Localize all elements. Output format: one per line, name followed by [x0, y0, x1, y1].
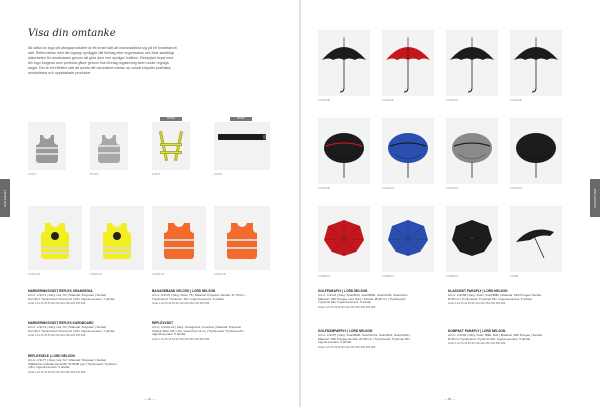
umbrella-icon — [318, 206, 370, 272]
price-row: Antal 1-24 25-49 50-99 100-249 250-499 500-999 — [152, 338, 210, 342]
product-desc: Art.nr: A 9301-02 | Färg: Orange/Gul, Lime/Gul | Material: Polyester Storlek: Barn 3/6 x 3/6, Vuxen/Gul s4 Liv | Tryckmetod: Tryckmet Min: Ingen/Leverans: 5 arbdar — [152, 324, 245, 337]
product-code: A 9168-23 — [318, 275, 330, 278]
price-row: Antal 1-24 25-49 50-99 100-249 250-499 500-999 — [448, 342, 506, 346]
product-desc: Art.nr: A 9176 | Färg: Svart, 75 | Material: Polyester Storlek: 5x 75/cm | Tryckmetod: Tryckmet | Min: Ingen/Leverans: 5 arbdar — [152, 292, 246, 301]
product-yellow-vest-2[interactable] — [90, 206, 144, 276]
price-row: Antal 1-24 25-49 50-99 100-249 250-499 500-999 — [28, 334, 86, 338]
umbrella-product-card[interactable] — [510, 206, 562, 272]
umbrella-icon — [510, 118, 562, 184]
product-image-box — [152, 206, 206, 270]
product-text-block — [152, 322, 252, 342]
product-gray-vest-2[interactable] — [90, 122, 128, 176]
page-divider — [299, 0, 301, 407]
page-number: — 84 — — [144, 397, 156, 401]
luggage-band-image — [218, 134, 266, 140]
umbrella-product-card[interactable] — [510, 30, 562, 96]
product-title: REFLEXVÄST — [152, 321, 174, 325]
product-title: MARKERINGSVÄST REFLEX KARDBOARD — [28, 321, 94, 325]
product-code: A 9142-29 — [510, 99, 522, 102]
product-title: KOMPAKT PARAPLY | LORD NELSON — [448, 329, 506, 333]
product-image-box — [28, 206, 82, 270]
product-luggage-band[interactable] — [214, 117, 270, 176]
section-tab-label: PARAPLYER — [593, 188, 597, 208]
price-row: Antal 1-24 25-49 50-99 100-249 250-499 500-999 — [318, 346, 376, 350]
price-row: Antal 1-24 25-49 50-99 100-249 250-499 500-999 — [448, 302, 506, 306]
product-orange-vest-2[interactable] — [214, 206, 270, 276]
product-image-box — [28, 122, 66, 170]
product-code: A 9168-23 — [446, 275, 458, 278]
product-code: A 9142-04 — [446, 99, 458, 102]
price-row: Antal 1-24 25-49 50-99 100-249 250-499 500-999 — [28, 371, 86, 375]
product-code: A 9171 — [28, 173, 37, 176]
product-gray-vest-1[interactable] — [28, 122, 66, 176]
umbrella-product-card[interactable] — [318, 30, 370, 96]
umbrella-icon — [318, 118, 370, 184]
umbrella-icon — [382, 30, 434, 96]
product-code: A 9142-30 — [318, 187, 330, 190]
product-text-block — [318, 290, 413, 310]
umbrella-icon — [446, 118, 498, 184]
vest-gray-image — [34, 129, 60, 163]
price-row: Antal 1-24 25-49 50-99 100-249 250-499 500-999 — [28, 302, 86, 306]
product-title: MARKERINGSVÄST REFLEX ORANGEGUL — [28, 289, 94, 293]
product-desc: Art.nr: A 9157 | Färg: Svart/Blått, Svart/Grönt, Svart/Rött, Svart/Grått | Material: 190t Pongee Storlek: Ø 130 cm | Tryckmetod: Tryckmet Min: Ingen/Leverans: 5 arbdar — [318, 332, 411, 345]
product-code: A 9142-15 — [510, 187, 522, 190]
umbrella-product-card[interactable] — [318, 118, 370, 184]
product-title: GOLFPARAPLY | LORD NELSON — [318, 289, 368, 293]
intro-paragraph: Att sätta sin logo på varlagsprodukter är ett smart sätt att marknadsföra sig på ett fundessivvit sätt. Reflexvästar med din logotyp synliggör ditt företag eller organisation och ökar samtidigt säkerheten för användaren genom att göra dem mer synliga i trafiken. Reseplyer bryst med din logo fungerar som perfekta gåvor genom hos företag registrering även under regniga dagar. Det är ett effektivt sätt att sprida ditt varumärke medan du också erbjuder praktiska, användbara och uppskattade produkter. — [28, 46, 177, 75]
product-image-box — [90, 122, 128, 170]
product-text-block — [28, 355, 118, 375]
vest-orange-image — [225, 217, 259, 259]
umbrella-icon — [446, 30, 498, 96]
page-title: Visa din omtanke — [28, 28, 116, 39]
page-number: — 85 — — [444, 397, 456, 401]
product-code: A 9177 — [152, 173, 161, 176]
price-row: Antal 1-24 25-49 50-99 100-249 250-499 500-999 — [152, 302, 210, 306]
vest-orange-image — [162, 217, 196, 259]
umbrella-icon — [318, 30, 370, 96]
umbrella-icon — [510, 206, 562, 272]
product-text-block — [152, 290, 252, 306]
product-code: A 9142-16 — [446, 187, 458, 190]
section-tab-safety[interactable] — [0, 179, 10, 217]
umbrella-product-card[interactable] — [446, 30, 498, 96]
product-desc: Art.nr: A 9171 | Färg: Gul, SV | Material: Polyester | Storlek: M+/75cm Tryckmetod: Flexotryck | Min: Ingen/Leverans: 7 arbdar — [28, 292, 115, 301]
product-code: A 9142-24 — [382, 187, 394, 190]
umbrella-icon — [382, 206, 434, 272]
product-text-block — [28, 322, 118, 338]
section-tab-umbrellas[interactable] — [590, 179, 600, 217]
product-title: KLASSISKT PARAPLY | LORD NELSON — [448, 289, 508, 293]
product-desc: Art.nr: A 9168 | Färg: Svart, Svart/Blått | Material: 190t Pongee Storlek: Ø 98 cm | Tryckmetod: Tryckmet Min: Ingen/Leverans: 5 arbdar — [448, 292, 542, 301]
product-code: A 9301-06 — [214, 273, 226, 276]
price-row: Antal 1-24 25-49 50-99 100-249 250-499 500-999 — [318, 306, 376, 310]
product-image-box — [214, 122, 270, 170]
product-text-block — [28, 290, 118, 306]
new-badge: NYHET — [160, 117, 182, 121]
vest-yellow-image — [39, 217, 71, 259]
product-image-box — [214, 206, 270, 270]
product-title: REFLEXSELE | LORD NELSON — [28, 354, 75, 358]
product-desc: Art.nr: A 9165 | Färg: Svart, Blått, Rött | Material: 190t Pongee | Storlek: Ø 96 cm Tryckmetod: Tryckmet Min: Ingen/Leverans: 5 arbdar — [448, 332, 543, 341]
product-code: M 9172 — [90, 173, 99, 176]
product-yellow-vest-1[interactable] — [28, 206, 82, 276]
product-code: A 9142-39 — [318, 99, 330, 102]
umbrella-product-card[interactable] — [510, 118, 562, 184]
product-title: BAGAGEBAND VELCRO | LORD NELSON — [152, 289, 216, 293]
product-desc: Art.nr: A 9177 | Färg: Gul, SV | Material: Polyester | Storlek: Ställbar/an Cellofan-kuvert/M: 51/3008 pps | Tryckmetod: Tryckmet | Min: Ingen/Leverans: 5 arbdar — [28, 357, 117, 370]
product-code: A 9142-26 — [382, 99, 394, 102]
vest-gray-image — [96, 129, 122, 163]
buckle-icon — [263, 135, 266, 139]
product-code: A 9168 — [510, 275, 519, 278]
umbrella-icon — [446, 206, 498, 272]
umbrella-icon — [382, 118, 434, 184]
product-text-block — [448, 290, 543, 306]
product-text-block — [448, 330, 543, 346]
product-image-box — [152, 122, 190, 170]
product-code: A 9303-02 — [90, 273, 102, 276]
product-code: A 9301-04 — [152, 273, 164, 276]
product-code: A 9176 — [214, 173, 223, 176]
product-code: A 9168-21 — [382, 275, 394, 278]
umbrella-product-card[interactable] — [382, 206, 434, 272]
product-desc: Art.nr: A 9172 | Färg: Gul, SV | Material: Polyester | Storlek: M+/75cm Tryckmetod: Flexotryck | Min: Ingen/Leverans: 7 arbdar — [28, 324, 115, 333]
umbrella-icon — [510, 30, 562, 96]
product-text-block — [318, 330, 413, 350]
product-reflex-harness[interactable] — [152, 117, 190, 176]
umbrella-product-card[interactable] — [318, 206, 370, 272]
product-desc: Art.nr: A 9142 | Färg: Svart/Rött, Svart/Blått, Svart/Grått, Svart/Grön Material: 190t Pongee med diam | Storlek: Ø130 cm | Tryckmetod: Tryckmet Min: Ingen/Leverans: 5 arbdar — [318, 292, 408, 305]
new-badge: NYHET — [230, 117, 252, 121]
umbrella-product-card[interactable] — [382, 30, 434, 96]
product-orange-vest-1[interactable] — [152, 206, 206, 276]
harness-image — [158, 131, 184, 161]
product-image-box — [90, 206, 144, 270]
umbrella-product-card[interactable] — [446, 206, 498, 272]
umbrella-product-card[interactable] — [446, 118, 498, 184]
section-tab-label: SÄKERHET — [3, 189, 7, 207]
vest-yellow-image — [101, 217, 133, 259]
umbrella-product-card[interactable] — [382, 118, 434, 184]
product-code: A 9301-02 — [28, 273, 40, 276]
product-title: GOLFDÄMPARPLY | LORD NELSON — [318, 329, 373, 333]
